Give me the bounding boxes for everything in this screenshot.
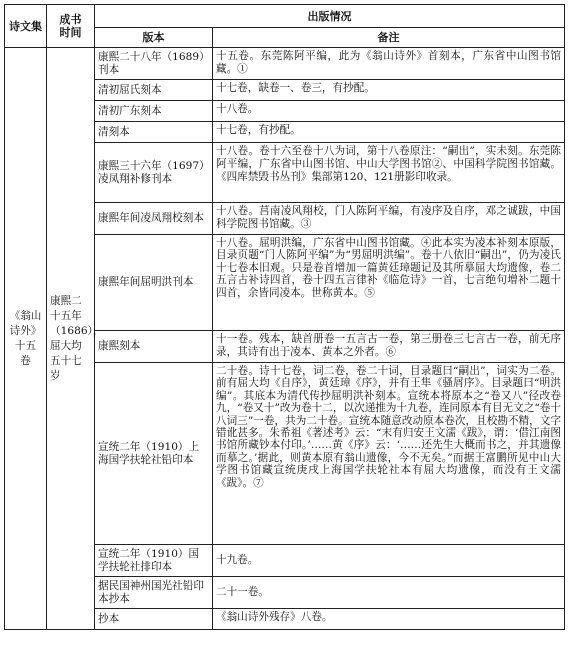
collection-name: 《翁山 诗外》 十五 卷 xyxy=(5,48,47,630)
note-cell: 十八卷。屈明洪编，广东省中山图书馆藏。④此本实为凌本补刻本原版，目录页题“门人陈阿平编”为“男屈明洪编”。卷十八依旧“嗣出”，仍为凌氏十七卷本旧观。只是卷首增加一篇黄廷璋题记及其所摹屈大均遗像，卷二五言古补诗四首，卷十四五言律补《临危诗》一首，七言绝句增补二题十四首，余皆同凌本。世称黄本。⑤ xyxy=(213,235,565,331)
edition-cell: 康熙年间凌凤翔校刻本 xyxy=(95,203,213,235)
year-written: 康熙二 十五年 （1686）， 屈大均 五十七 岁 xyxy=(47,48,95,630)
header-collection: 诗文集 xyxy=(5,5,47,48)
edition-cell: 清初广东刻本 xyxy=(95,101,213,122)
edition-cell: 清刻本 xyxy=(95,122,213,143)
note-cell: 十七卷，缺卷一、卷三，有抄配。 xyxy=(213,80,565,101)
note-cell: 十九卷。 xyxy=(213,545,565,577)
note-cell: 十五卷。东莞陈阿平编，此为《翁山诗外》首刻本，广东省中山图书馆藏。① xyxy=(213,48,565,80)
note-cell: 十七卷，有抄配。 xyxy=(213,122,565,143)
edition-cell: 宣统二年（1910）国学扶轮社排印本 xyxy=(95,545,213,577)
edition-cell: 康熙年间屈明洪刊本 xyxy=(95,235,213,331)
note-cell: 《翁山诗外残存》八卷。 xyxy=(213,609,565,630)
table-row xyxy=(5,48,565,80)
note-cell: 十八卷。卷十六至卷十八为词，第十八卷原注：“嗣出”，实未刻。东莞陈阿平编，广东省中山图书馆、中山大学图书馆②、中国科学院图书馆藏。《四库禁毁书丛刊》集部第120、121册影印收录。 xyxy=(213,143,565,203)
header-year: 成书 时间 xyxy=(47,5,95,48)
edition-cell: 康熙刻本 xyxy=(95,331,213,363)
note-cell: 十八卷。莒南凌风翔校，门人陈阿平编，有凌序及自序，邓之诚跋，中国科学院图书馆藏。③ xyxy=(213,203,565,235)
header-note: 备注 xyxy=(213,28,565,48)
note-cell: 二十卷。诗十七卷，词二卷，卷二十词，目录题曰“嗣出”，词实为二卷。前有屈大均《自序》，黄廷璋《序》，并有王隼《骚屑序》。目录题曰“明洪编”。其底本为清代传抄屈明洪补刻本。宣统本将原本之“卷又八”径改卷九，“卷又十”改为卷十二，以次递推为十九卷，连同原本有目无文之“卷十八词三”一卷，共为二十卷。宣统本随意改动原本卷次，且校勘不精，文字错讹甚多。朱希祖《著述考》云：“末有归安王文濡《跋》，谓：‘借江南图书馆所藏钞本付印。’……黄《序》云：‘……还先生大概而书之，并其遗像而摹之。’据此，则黄本原有翁山遗像，今不无矣。”而据王富鹏所见中山大学图书馆藏宣统庚戌上海国学扶轮社本有屈大均遗像，而没有王文濡《跋》。⑦ xyxy=(213,363,565,545)
edition-cell: 抄本 xyxy=(95,609,213,630)
note-cell: 十八卷。 xyxy=(213,101,565,122)
note-cell: 二十一卷。 xyxy=(213,577,565,609)
edition-cell: 清初屈氏刻本 xyxy=(95,80,213,101)
edition-cell: 康熙三十六年（1697）凌凤翔补修刊本 xyxy=(95,143,213,203)
edition-cell: 康熙二十八年（1689）刊本 xyxy=(95,48,213,80)
edition-cell: 据民国神州国光社铅印本抄本 xyxy=(95,577,213,609)
header-row xyxy=(5,5,565,28)
note-cell: 十一卷。残本，缺首册卷一五言古一卷，第三册卷三七言古一卷，前无序录，其诗有出于凌本、黄本之外者。⑥ xyxy=(213,331,565,363)
publication-table xyxy=(4,4,565,630)
header-edition: 版本 xyxy=(95,28,213,48)
header-publication: 出版情况 xyxy=(95,5,565,28)
edition-cell: 宣统二年（1910）上海国学扶轮社铅印本 xyxy=(95,363,213,545)
